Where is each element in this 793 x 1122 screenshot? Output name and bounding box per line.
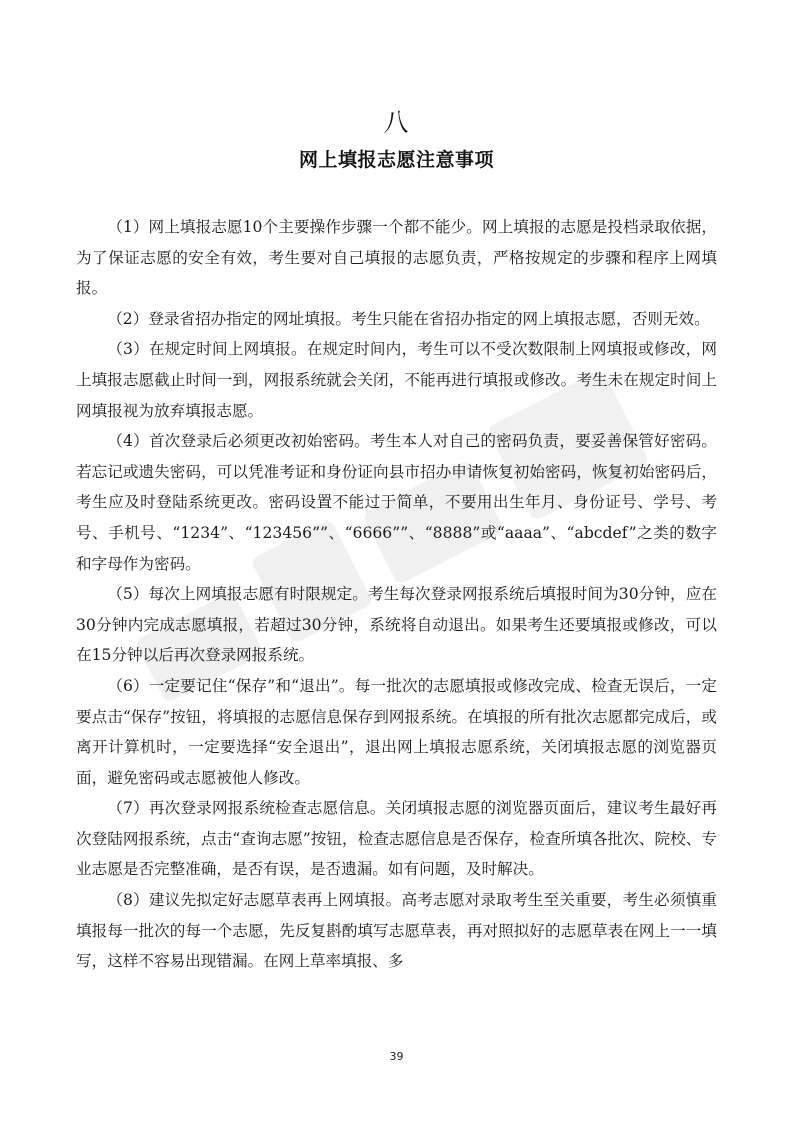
paragraph-2: （2）登录省招办指定的网址填报。考生只能在省招办指定的网上填报志愿，否则无效。 xyxy=(107,309,710,328)
paragraph-8: （8）建议先拟定好志愿草表再上网填报。高考志愿对录取考生至关重要，考生必须慎重填报每一批次的每一个志愿，先反复斟酌填写志愿草表，再对照拟好的志愿草表在网上一一填写，这样不容易出现错漏。在网上草率填报、多 xyxy=(76,891,717,971)
body-text xyxy=(76,212,717,977)
chapter-number: 八 xyxy=(383,108,410,137)
paragraph-5: （5）每次上网填报志愿有时限规定。考生每次登录网报系统后填报时间为30分钟，应在30分钟内完成志愿填报，若超过30分钟，系统将自动退出。如果考生还要填报或修改，可以在15分钟以后再次登录网报系统。 xyxy=(76,585,717,665)
paragraph-4: （4）首次登录后必须更改初始密码。考生本人对自己的密码负责，要妥善保管好密码。若忘记或遗失密码，可以凭准考证和身份证向县市招办申请恢复初始密码，恢复初始密码后，考生应及时登陆系统更改。密码设置不能过于简单，不要用出生年月、身份证号、学号、考号、手机号、“1234”、“123456””、“6666””、“8888”或“aaaa”、“abcdef”之类的数字和字母作为密码。 xyxy=(76,432,717,573)
page-title: 网上填报志愿注意事项 xyxy=(298,149,494,171)
page-number: 39 xyxy=(389,1050,404,1063)
paragraph-7: （7）再次登录网报系统检查志愿信息。关闭填报志愿的浏览器页面后，建议考生最好再次登陆网报系统，点击“查询志愿”按钮，检查志愿信息是否保存，检查所填各批次、院校、专业志愿是否完整准确，是否有误，是否遗漏。如有问题，及时解决。 xyxy=(76,799,717,879)
paragraph-3: （3）在规定时间上网填报。在规定时间内，考生可以不受次数限制上网填报或修改，网上填报志愿截止时间一到，网报系统就会关闭，不能再进行填报或修改。考生未在规定时间上网填报视为放弃填报志愿。 xyxy=(76,340,717,420)
paragraph-6: （6）一定要记住“保存”和“退出”。每一批次的志愿填报或修改完成、检查无误后，一定要点击“保存”按钮，将填报的志愿信息保存到网报系统。在填报的所有批次志愿都完成后，或离开计算机时，一定要选择“安全退出”，退出网上填报志愿系统，关闭填报志愿的浏览器页面，避免密码或志愿被他人修改。 xyxy=(76,676,717,787)
paragraph-1: （1）网上填报志愿10个主要操作步骤一个都不能少。网上填报的志愿是投档录取依据，为了保证志愿的安全有效，考生要对自己填报的志愿负责，严格按规定的步骤和程序上网填报。 xyxy=(76,218,717,298)
